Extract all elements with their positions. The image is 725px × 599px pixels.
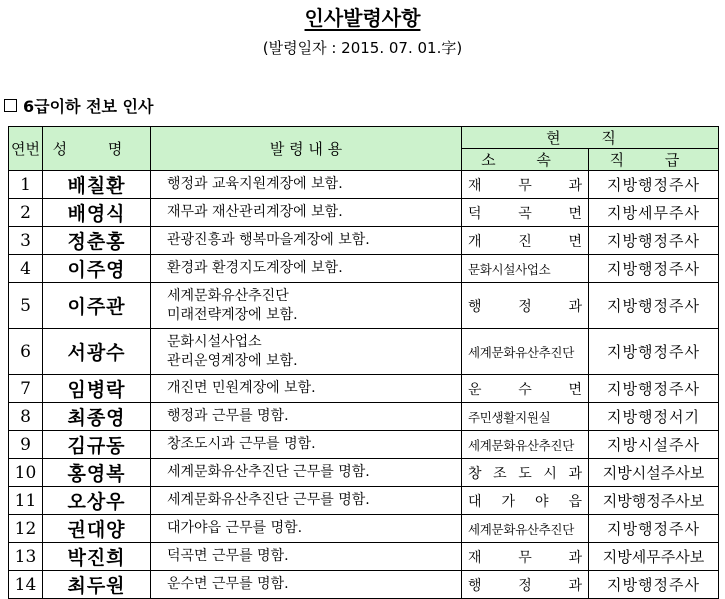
table-row xyxy=(9,171,719,199)
appointment-content xyxy=(151,571,462,599)
person-name: 이주영 xyxy=(43,255,151,283)
person-name: 최종영 xyxy=(43,403,151,431)
row-number: 14 xyxy=(9,571,43,599)
current-department: 문화시설사업소 xyxy=(462,255,589,283)
current-department: 행 정 과 xyxy=(462,571,589,599)
current-grade: 지방행정주사 xyxy=(589,375,719,403)
appointment-line: 행정과 근무를 명함. xyxy=(167,408,289,424)
document-title: 인사발령사항 xyxy=(304,6,421,30)
person-name: 홍영복 xyxy=(43,459,151,487)
row-number: 12 xyxy=(9,515,43,543)
appointment-line: 대가야읍 근무를 명함. xyxy=(167,520,303,536)
appointment-content xyxy=(151,543,462,571)
current-department: 개 진 면 xyxy=(462,227,589,255)
row-number: 1 xyxy=(9,171,43,199)
current-grade: 지방행정주사 xyxy=(589,227,719,255)
table-row xyxy=(9,431,719,459)
row-number: 3 xyxy=(9,227,43,255)
table-row xyxy=(9,403,719,431)
person-name: 박진희 xyxy=(43,543,151,571)
appointment-line: 창조도시과 근무를 명함. xyxy=(167,436,316,452)
appointment-content xyxy=(151,283,462,329)
table-row xyxy=(9,543,719,571)
person-name: 배영식 xyxy=(43,199,151,227)
person-name: 정춘홍 xyxy=(43,227,151,255)
current-grade: 지방행정주사 xyxy=(589,283,719,329)
appointment-line: 관광진흥과 행복마을계장에 보함. xyxy=(167,232,370,248)
current-department: 덕 곡 면 xyxy=(462,199,589,227)
appointment-content xyxy=(151,515,462,543)
appointment-content xyxy=(151,403,462,431)
table-row xyxy=(9,487,719,515)
header-name: 성 명 xyxy=(43,127,151,171)
person-name: 서광수 xyxy=(43,329,151,375)
appointment-date: (발령일자 : 2015. 07. 01.字) xyxy=(262,39,463,57)
table-row xyxy=(9,571,719,599)
current-department: 대 가 야 읍 xyxy=(462,487,589,515)
appointment-content xyxy=(151,487,462,515)
appointment-content xyxy=(151,375,462,403)
table-row xyxy=(9,515,719,543)
current-grade: 지방시설주사보 xyxy=(589,459,719,487)
current-department: 재 무 과 xyxy=(462,543,589,571)
table-row xyxy=(9,283,719,329)
appointment-line: 행정과 교육지원계장에 보함. xyxy=(167,176,343,192)
header-dept: 소 속 xyxy=(462,149,589,171)
row-number: 9 xyxy=(9,431,43,459)
current-grade: 지방행정주사 xyxy=(589,171,719,199)
appointment-line: 재무과 재산관리계장에 보함. xyxy=(167,204,343,220)
checkbox-icon xyxy=(4,99,17,112)
header-content: 발 령 내 용 xyxy=(151,127,462,171)
current-grade: 지방시설주사 xyxy=(589,431,719,459)
current-grade: 지방행정주사 xyxy=(589,571,719,599)
current-department: 운 수 면 xyxy=(462,375,589,403)
personnel-table xyxy=(8,126,719,599)
appointment-content xyxy=(151,431,462,459)
current-department: 세계문화유산추진단 xyxy=(462,329,589,375)
person-name: 배칠환 xyxy=(43,171,151,199)
person-name: 이주관 xyxy=(43,283,151,329)
current-grade: 지방행정주사 xyxy=(589,329,719,375)
row-number: 5 xyxy=(9,283,43,329)
section-heading xyxy=(4,94,153,117)
row-number: 11 xyxy=(9,487,43,515)
table-row xyxy=(9,459,719,487)
table-row xyxy=(9,255,719,283)
person-name: 김규동 xyxy=(43,431,151,459)
table-row xyxy=(9,199,719,227)
section-title: 6급이하 전보 인사 xyxy=(23,97,154,116)
appointment-line: 세계문화유산추진단 xyxy=(167,287,289,304)
person-name: 권대양 xyxy=(43,515,151,543)
appointment-content xyxy=(151,329,462,375)
appointment-line: 개진면 민원계장에 보함. xyxy=(167,380,316,396)
appointment-content xyxy=(151,255,462,283)
header-current: 현 직 xyxy=(462,127,719,149)
table-row xyxy=(9,329,719,375)
current-grade: 지방행정주사 xyxy=(589,515,719,543)
appointment-content xyxy=(151,199,462,227)
appointment-line: 환경과 환경지도계장에 보함. xyxy=(167,260,343,276)
row-number: 6 xyxy=(9,329,43,375)
current-department: 행 정 과 xyxy=(462,283,589,329)
current-department: 창 조 도 시 과 xyxy=(462,459,589,487)
appointment-line: 운수면 근무를 명함. xyxy=(167,576,289,592)
appointment-line: 관리운영계장에 보함. xyxy=(167,352,298,369)
header-grade: 직 급 xyxy=(589,149,719,171)
current-grade: 지방세무주사 xyxy=(589,199,719,227)
appointment-line: 미래전략계장에 보함. xyxy=(167,306,298,323)
row-number: 13 xyxy=(9,543,43,571)
current-grade: 지방행정서기 xyxy=(589,403,719,431)
person-name: 최두원 xyxy=(43,571,151,599)
row-number: 8 xyxy=(9,403,43,431)
row-number: 4 xyxy=(9,255,43,283)
current-department: 재 무 과 xyxy=(462,171,589,199)
table-row xyxy=(9,227,719,255)
current-department: 세계문화유산추진단 xyxy=(462,431,589,459)
appointment-line: 세계문화유산추진단 근무를 명함. xyxy=(167,464,370,480)
person-name: 임병락 xyxy=(43,375,151,403)
appointment-line: 문화시설사업소 xyxy=(167,333,262,350)
current-department: 세계문화유산추진단 xyxy=(462,515,589,543)
appointment-content xyxy=(151,459,462,487)
row-number: 2 xyxy=(9,199,43,227)
current-grade: 지방행정주사 xyxy=(589,255,719,283)
row-number: 10 xyxy=(9,459,43,487)
appointment-line: 세계문화유산추진단 근무를 명함. xyxy=(167,492,370,508)
appointment-content xyxy=(151,171,462,199)
row-number: 7 xyxy=(9,375,43,403)
current-department: 주민생활지원실 xyxy=(462,403,589,431)
header-no: 연번 xyxy=(9,127,43,171)
appointment-line: 덕곡면 근무를 명함. xyxy=(167,548,289,564)
current-grade: 지방세무주사보 xyxy=(589,543,719,571)
person-name: 오상우 xyxy=(43,487,151,515)
table-row xyxy=(9,375,719,403)
current-grade: 지방행정주사보 xyxy=(589,487,719,515)
appointment-content xyxy=(151,227,462,255)
